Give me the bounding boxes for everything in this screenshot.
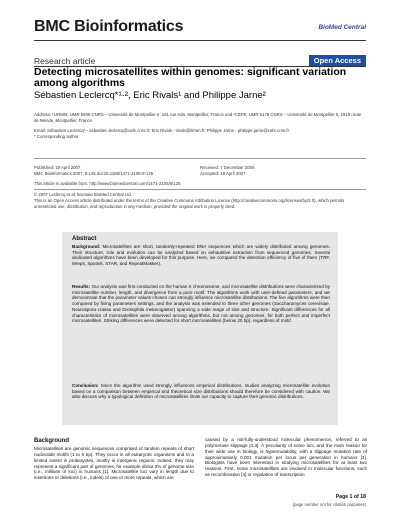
author-address: Address: ¹LIRMM, UMR 5506 CNRS – Université de Montpellier II, 161 rue Ada, Montpellier, France and ²CEFE, UMR 5175 CNRS – Université de Montpellier II, 1919 route de Mende, Montpellier, France [34,112,362,123]
abstract-conclusion [72,383,330,400]
citation: BMC Bioinformatics 2007, 8:125 doi:10.1186/1471-2105-8-125 [34,170,154,176]
divider [34,158,366,159]
author-emails: Email: Sébastien Leclercq* - sebastien.leclercq@cefe.cnrs.fr; Eric Rivals - rivals@lirmm.fr; Philippe Jarne - philippe.jarne@cefe.cnrs.fr [34,128,289,133]
open-access-badge: Open Access [309,55,366,66]
abstract-background [72,244,330,267]
publication-info-right [200,165,254,176]
conclusion-label: Conclusion: [72,383,99,388]
background-text: Microsatellites are short, tandemly-repeated DNA sequences which are widely distributed among genomes. Their structure, role and evolution can be analyzed based on exhaustive extraction from sequenced genomes. Several dedicated algorithms have been developed for this purpose. Here, we compared the detection efficiency of five of them (TRF, Mreps, Sputnik, STAR, and RepeatMasker). [72,244,330,267]
accepted-date: Accepted: 18 April 2007 [200,170,246,176]
publication-info-left [34,165,153,176]
received-date: Received: 7 December 2006 [200,165,255,170]
results-text: Our analysis was first conducted on the human X chromosome, and microsatellite distributions were characterized by microsatellite number, length, and divergence from a pure motif. The algorithms work with user-defined parameters, and we demonstrate that the parameter values chosen can strongly influence microsatellite distributions. The five algorithms were then compared by fixing parameters settings, and the analysis was extended to three other genomes (Saccharomyces cerevisiae, Neurospora crassa and Drosophila melanogaster) spanning a wide range of size and structure. Significant differences for all characteristics of microsatellites were observed among algorithms, but not among genomes, for both perfect and imperfect microsatellites. Striking differences were detected for short microsatellites (below 20 bp), regardless of motif. [72,284,331,324]
body-column-right: caused by a not-fully-understood molecular phenomenon, referred to as polymerase slippage [2,3]. A peculiarity of some loci, and the main reason for their wide use in biology, is hypermutability, with a slippage mutation rate of approximatively 0.001 mutation per locus per generation in humans [3]. Biologists have been interested in studying microsatellites for at least two reasons. First, some microsatellites are involved in molecular functions, such as recombination [4] or regulation of transcription [205,437,367,478]
body-column-left: Microsatellites are genomic sequences comprised of tandem repeats of short nucleotide motifs (1 to 6 bp). They occur in all eukaryotic organisms and to a limited extent in prokaryotes, mostly in intergenic regions. Indeed, they may represent a significant part of genomes, for example about 3% of genome size (i.e., millions of loci) in humans [1]. Microsatellite loci vary in length due to insertions or deletions (i.e., indels) of one or more repeats, which are [34,446,194,481]
section-heading-background: Background [34,438,70,444]
license-text: This is an Open Access article distributed under the terms of the Creative Commons Attribution License (http://creativecommons.org/licenses/by/2.0), which permits unrestricted use, distribution, and reproduction in any medium, provided the original work is properly cited. [34,198,345,209]
page-note: (page number not for citation purposes) [292,502,366,507]
page-number: Page 1 of 18 [335,494,366,500]
abstract-results [72,284,330,324]
conclusion-text: Since the algorithm used strongly influences empirical distributions, studies analyzing microsatellite evolution based on a comparison between empirical and theoretical size distributions should therefore be considered with caution. We also discuss why a typological definition of microsatellites limits our capacity to capture their genomic distributions. [72,383,330,400]
biomed-central-logo: BioMed Central [318,24,366,31]
abstract-heading: Abstract [72,236,97,242]
copyright: © 2007 Leclercq et al; licensee BioMed Central Ltd. [34,192,132,197]
results-label: Results: [72,284,91,289]
article-type: Research article [34,56,96,66]
divider [34,189,366,190]
header-rule [34,40,366,41]
published-date: Published: 18 April 2007 [34,165,81,170]
corresponding-note: * Corresponding author [34,134,79,139]
author-list: Sébastien Leclercq*¹·², Eric Rivals¹ and Philippe Jarne² [34,90,266,101]
article-title: Detecting microsatellites within genomes: significant variation among algorithms [34,66,347,89]
article-url: This article is available from: http://www.biomedcentral.com/1471-2105/8/125 [34,181,181,186]
background-label: Background: [72,244,101,249]
journal-title: BMC Bioinformatics [34,18,184,35]
